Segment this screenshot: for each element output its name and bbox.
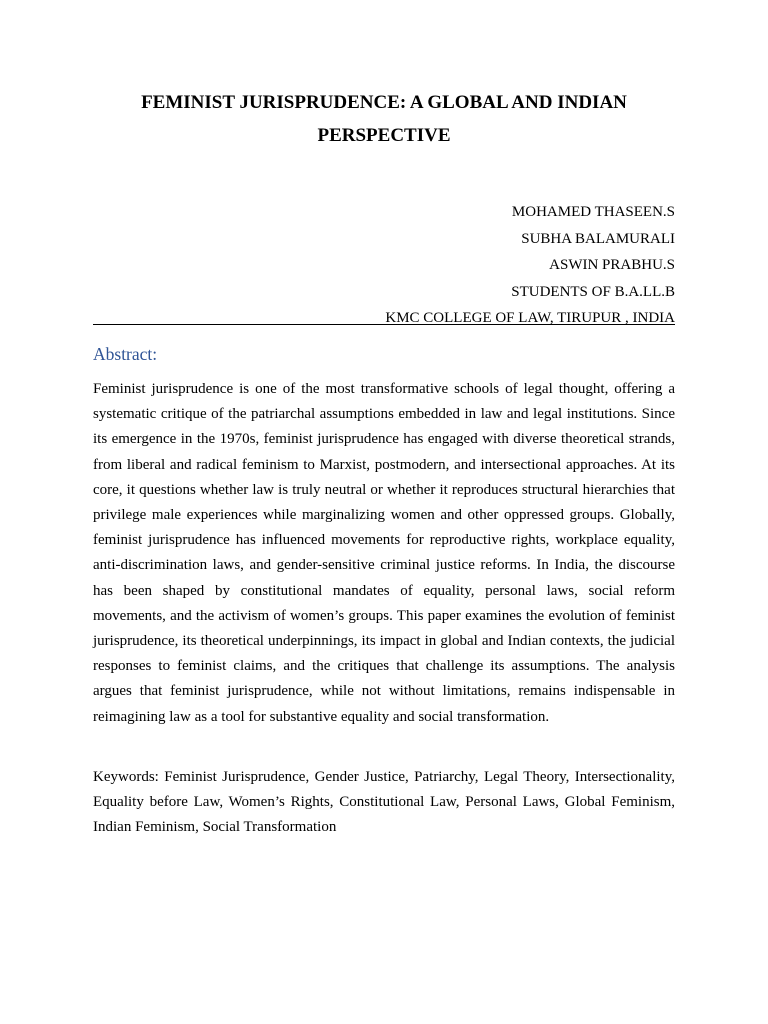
author-name: SUBHA BALAMURALI — [521, 230, 675, 247]
author-affiliation-role: STUDENTS OF B.A.LL.B — [511, 283, 675, 300]
keywords-paragraph: Keywords: Feminist Jurisprudence, Gender Justice, Patriarchy, Legal Theory, Intersectionality, Equality before Law, Women’s Rights, Constitutional Law, Personal Laws, Global Feminism, Indian Feminism, Social Transformation — [93, 769, 675, 836]
author-name: MOHAMED THASEEN.S — [511, 204, 675, 220]
author-name: ASWIN PRABHU.S — [549, 257, 675, 273]
author-block — [93, 199, 675, 332]
paper-title: FEMINIST JURISPRUDENCE: A GLOBAL AND INDIAN PERSPECTIVE — [141, 92, 627, 146]
header-divider — [93, 324, 675, 325]
abstract-body: Feminist jurisprudence is one of the most transformative schools of legal thought, offering a systematic critique of the patriarchal assumptions embedded in law and legal institutions. Since its emergence in the 1970s, feminist jurisprudence has engaged with diverse theoretical strands, from liberal and radical feminism to Marxist, postmodern, and intersectional approaches. At its core, it questions whether law is truly neutral or whether it reproduces structural hierarchies that privilege male experiences while marginalizing women and other oppressed groups. Globally, feminist jurisprudence has influenced movements for reproductive rights, workplace equality, anti-discrimination laws, and gender-sensitive criminal justice reforms. In India, the discourse has been shaped by constitutional mandates of equality, personal laws, social reform movements, and the activism of women’s groups. This paper examines the evolution of feminist jurisprudence, its theoretical underpinnings, its impact in global and Indian contexts, the judicial responses to feminist claims, and the critiques that challenge its assumptions. The analysis argues that feminist jurisprudence, while not without limitations, remains indispensable in reimagining law as a tool for substantive equality and social transformation. — [93, 381, 675, 725]
author-affiliation-institution: KMC COLLEGE OF LAW, TIRUPUR , INDIA — [385, 310, 675, 326]
abstract-heading: Abstract: — [93, 344, 158, 364]
